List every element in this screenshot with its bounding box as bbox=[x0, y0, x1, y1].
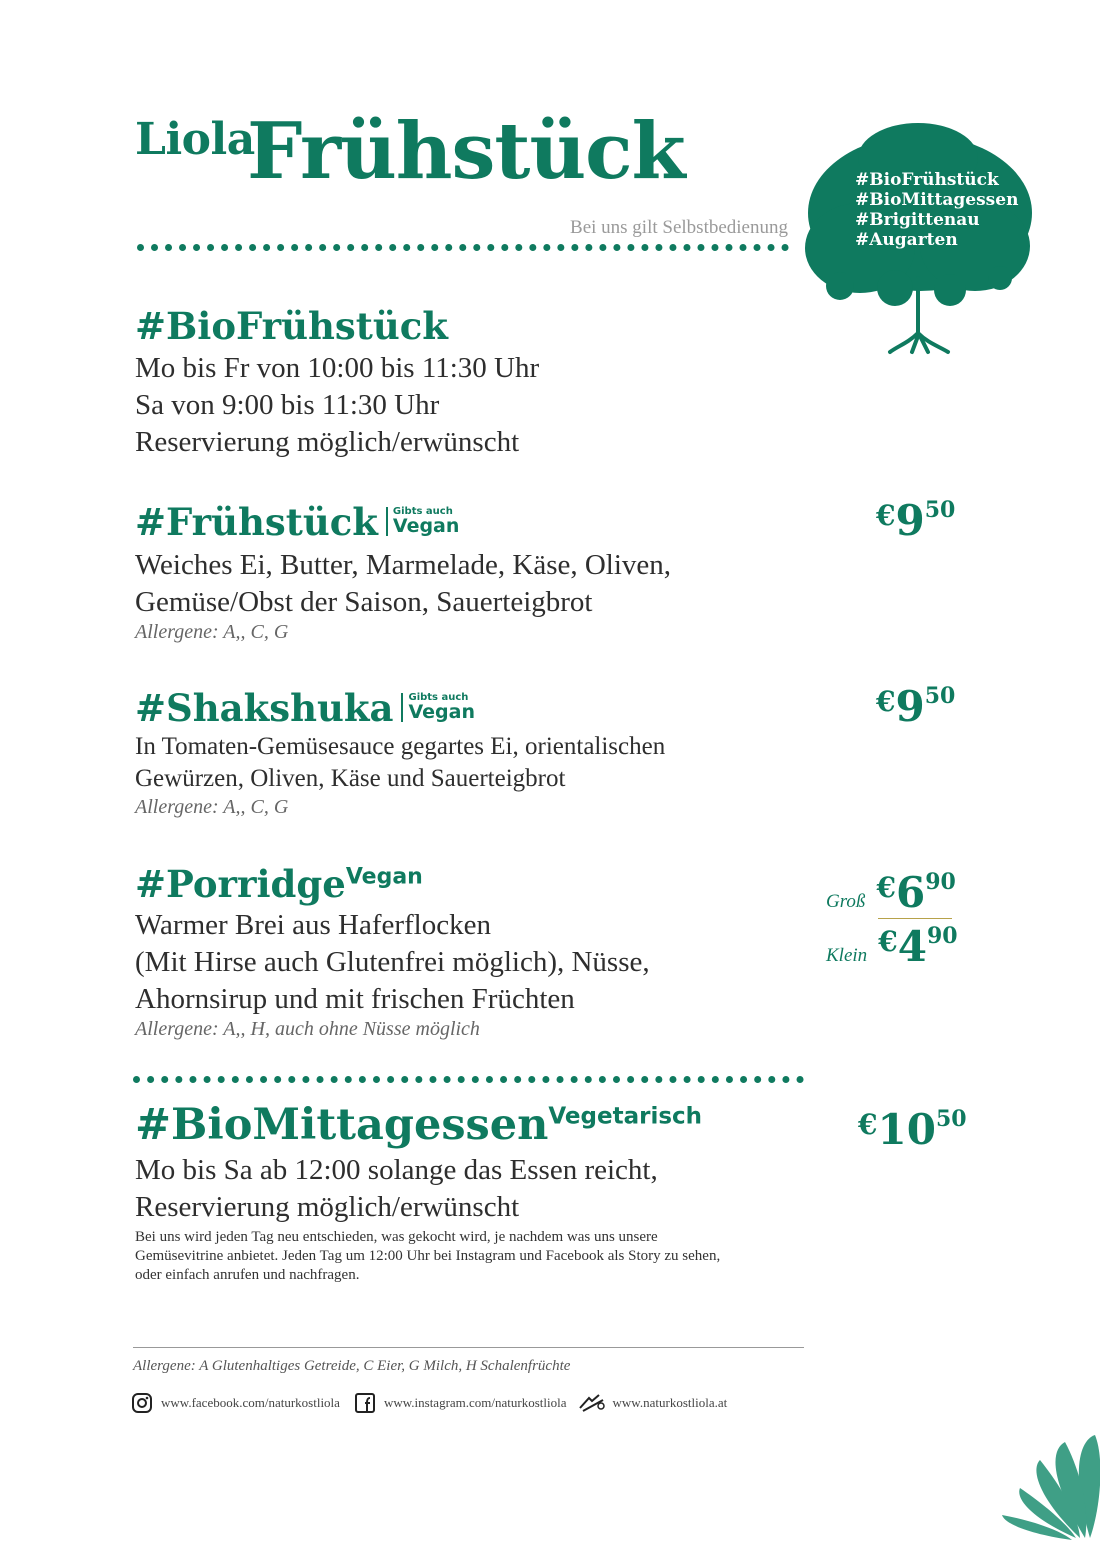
mittagessen-note bbox=[135, 1228, 825, 1285]
vegan-badge: Gibts auch Vegan bbox=[386, 507, 460, 536]
description-line: Warmer Brei aus Haferflocken bbox=[135, 909, 491, 941]
mittagessen-hours bbox=[135, 1152, 815, 1226]
vegan-badge: Gibts auch Vegan bbox=[401, 693, 475, 722]
description-line: Gemüse/Obst der Saison, Sauerteigbrot bbox=[135, 586, 593, 618]
item-heading-fruehstueck bbox=[135, 500, 459, 544]
description-line: Ahornsirup und mit frischen Früchten bbox=[135, 983, 575, 1015]
bio-fruehstueck-hours bbox=[135, 350, 785, 461]
self-service-note: Bei uns gilt Selbstbedienung bbox=[570, 217, 788, 238]
item-name: #Porridge bbox=[135, 862, 346, 906]
section-divider bbox=[133, 1076, 804, 1083]
web-icon[interactable] bbox=[577, 1392, 607, 1414]
price-fruehstueck: €950 bbox=[876, 496, 956, 545]
allergens-shakshuka: Allergene: A,, C, G bbox=[135, 796, 289, 818]
item-heading-shakshuka bbox=[135, 686, 475, 730]
size-label: Groß bbox=[826, 891, 866, 912]
description-line: Reservierung möglich/erwünscht bbox=[135, 1191, 520, 1223]
price-mittagessen: €1050 bbox=[858, 1105, 967, 1154]
item-name: #Shakshuka bbox=[135, 686, 394, 730]
item-name: #BioMittagessen bbox=[135, 1100, 549, 1150]
facebook-link[interactable]: www.facebook.com/naturkostliola bbox=[161, 1395, 340, 1410]
footer-divider bbox=[133, 1347, 804, 1348]
vegetarian-tag: Vegetarisch bbox=[548, 1103, 703, 1130]
hashtag-brigittenau: #Brigittenau bbox=[855, 210, 980, 230]
vegan-tag: Vegan bbox=[345, 864, 423, 890]
description-line: (Mit Hirse auch Glutenfrei möglich), Nüsse, bbox=[135, 946, 650, 978]
item-heading-porridge bbox=[135, 862, 423, 906]
page-title: Frühstück bbox=[247, 106, 685, 197]
allergens-legend: Allergene: A Glutenhaltiges Getreide, C Eier, G Milch, H Schalenfrüchte bbox=[133, 1358, 571, 1374]
tree-hashtags bbox=[855, 170, 1018, 250]
item-description-fruehstueck bbox=[135, 547, 815, 621]
note-line: Gemüsevitrine anbietet. Jeden Tag um 12:00 Uhr bei Instagram und Facebook als Story zu sehen, bbox=[135, 1248, 721, 1264]
price-shakshuka: €950 bbox=[876, 682, 956, 731]
note-line: oder einfach anrufen und nachfragen. bbox=[135, 1267, 360, 1283]
allergens-porridge: Allergene: A,, H, auch ohne Nüsse möglich bbox=[135, 1018, 480, 1040]
description-line: In Tomaten-Gemüsesauce gegartes Ei, orientalischen bbox=[135, 733, 666, 760]
section-heading-mittagessen bbox=[135, 1100, 702, 1150]
instagram-link[interactable]: www.instagram.com/naturkostliola bbox=[383, 1395, 567, 1410]
footer-links bbox=[131, 1392, 727, 1414]
note-line: Bei uns wird jeden Tag neu entschieden, was gekocht wird, je nachdem was uns unsere bbox=[135, 1229, 658, 1245]
description-line: Gewürzen, Oliven, Käse und Sauerteigbrot bbox=[135, 765, 566, 792]
brand-name: Liola bbox=[135, 114, 255, 165]
price-porridge-large bbox=[826, 868, 956, 917]
hashtag-bio-mittagessen: #BioMittagessen bbox=[855, 190, 1019, 210]
hashtag-bio-fruehstueck: #BioFrühstück bbox=[855, 170, 999, 190]
item-description-porridge bbox=[135, 907, 815, 1018]
allergens-fruehstueck: Allergene: A,, C, G bbox=[135, 621, 289, 643]
website-link[interactable]: www.naturkostliola.at bbox=[612, 1395, 728, 1410]
header-divider bbox=[137, 244, 789, 251]
description-line: Weiches Ei, Butter, Marmelade, Käse, Oliven, bbox=[135, 549, 672, 581]
size-label: Klein bbox=[826, 945, 868, 966]
facebook-icon[interactable] bbox=[354, 1392, 376, 1414]
price: €690 bbox=[876, 868, 956, 917]
section-heading-bio-fruehstueck: #BioFrühstück bbox=[135, 304, 448, 348]
hours-weekday: Mo bis Fr von 10:00 bis 11:30 Uhr bbox=[135, 352, 540, 384]
price-divider bbox=[878, 918, 952, 919]
hashtag-augarten: #Augarten bbox=[855, 230, 958, 250]
item-name: #Frühstück bbox=[135, 500, 378, 544]
price: €490 bbox=[878, 922, 958, 971]
item-description-shakshuka bbox=[135, 731, 815, 795]
description-line: Mo bis Sa ab 12:00 solange das Essen reicht, bbox=[135, 1154, 658, 1186]
decorative-leaf-icon bbox=[990, 1430, 1100, 1541]
price-porridge-small bbox=[826, 922, 958, 971]
hours-saturday: Sa von 9:00 bis 11:30 Uhr bbox=[135, 389, 440, 421]
instagram-icon[interactable] bbox=[131, 1392, 153, 1414]
reservation-note: Reservierung möglich/erwünscht bbox=[135, 426, 520, 458]
